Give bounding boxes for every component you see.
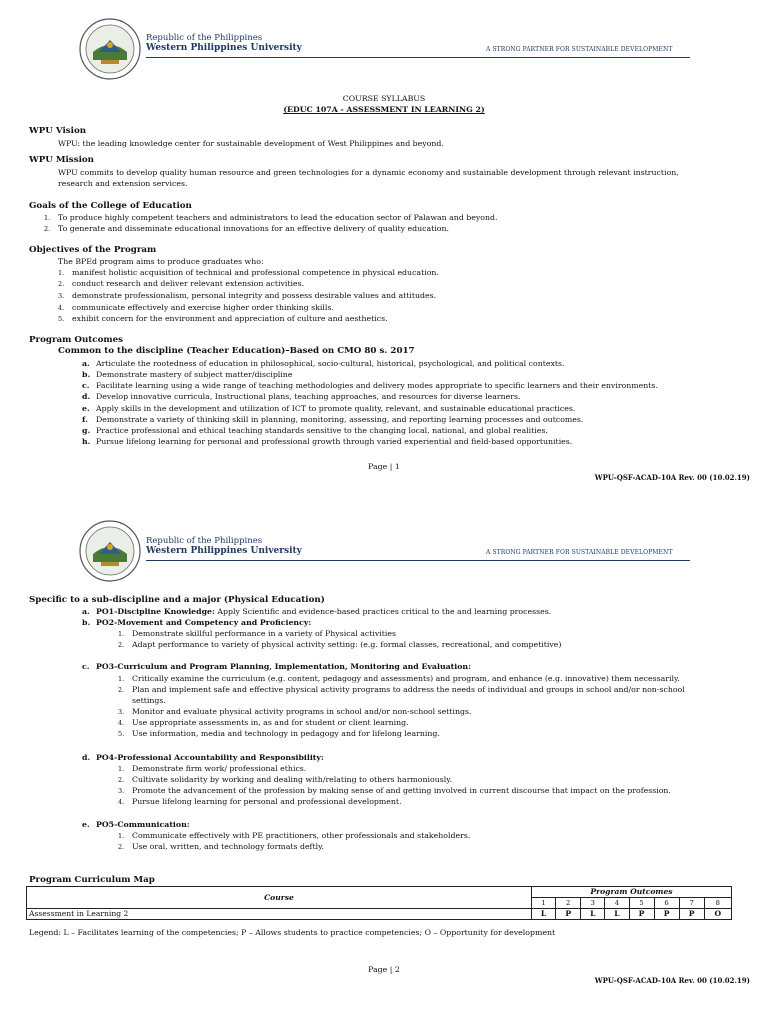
list-item: a. Articulate the rootedness of education in philosophical, socio-cultural, historical, psychological, and political contexts. xyxy=(82,359,565,368)
header-university: Western Philippines University xyxy=(146,43,302,53)
list-item: 2. To generate and disseminate educational innovations for an effective delivery of quality education. xyxy=(44,224,449,233)
goals-heading: Goals of the College of Education xyxy=(29,201,192,211)
outcome-number: 6 xyxy=(654,898,679,909)
list-item: 1. Demonstrate firm work/ professional ethics. xyxy=(118,764,307,773)
common-heading: Common to the discipline (Teacher Education)–Based on CMO 80 s. 2017 xyxy=(58,346,415,356)
mission-text-line2: research and extension services. xyxy=(58,179,188,188)
list-item: e. Apply skills in the development and utilization of ICT to promote quality, relevant, and sustainable educational practices. xyxy=(82,404,576,413)
list-item: 4. Use appropriate assessments in, as and for student or client learning. xyxy=(118,718,409,727)
outcome-value-cell: L xyxy=(581,909,605,920)
header-divider xyxy=(146,57,690,58)
list-item: d. Develop innovative curricula, Instructional plans, teaching approaches, and resources for diverse learners. xyxy=(82,392,521,401)
mission-heading: WPU Mission xyxy=(29,155,94,165)
page-number: Page | 2 xyxy=(368,965,400,974)
curriculum-map-heading: Program Curriculum Map xyxy=(29,875,155,885)
outcomes-header: Program Outcomes xyxy=(532,887,732,898)
outcome-value-cell: L xyxy=(605,909,629,920)
list-item: h. Pursue lifelong learning for personal and professional growth through varied experiential and field-based opportunities. xyxy=(82,437,573,446)
list-item: c. Facilitate learning using a wide range of teaching methodologies and delivery modes appropriate to specific learners and their environments. xyxy=(82,381,658,390)
list-item: f. Demonstrate a variety of thinking skill in planning, monitoring, assessing, and reporting learning processes and outcomes. xyxy=(82,415,584,424)
outcome-number: 2 xyxy=(556,898,581,909)
list-item: 2. Adapt performance to variety of physical activity setting: (e.g. formal classes, recreational, and competitive) xyxy=(118,640,562,649)
outcome-number: 3 xyxy=(581,898,605,909)
university-seal-logo xyxy=(79,520,141,582)
list-item: 1. Critically examine the curriculum (e.g. content, pedagogy and assessments) and program, and enhance (e.g. innovative) them necessarily. xyxy=(118,674,680,683)
list-item: 3. Monitor and evaluate physical activity programs in school and/or non-school settings. xyxy=(118,707,472,716)
list-item: 5. Use information, media and technology in pedagogy and for lifelong learning. xyxy=(118,729,440,738)
list-item: b. Demonstrate mastery of subject matter/discipline xyxy=(82,370,293,379)
table-row xyxy=(27,909,732,920)
header-divider xyxy=(146,560,690,561)
header-republic: Republic of the Philippines xyxy=(146,536,263,546)
page-2 xyxy=(0,500,768,1024)
course-name-cell: Assessment in Learning 2 xyxy=(27,909,532,920)
header-tagline: A STRONG PARTNER FOR SUSTAINABLE DEVELOPMENT xyxy=(486,549,673,556)
list-item: 1. To produce highly competent teachers and administrators to lead the education sector of Palawan and beyond. xyxy=(44,213,498,222)
outcome-number: 8 xyxy=(704,898,731,909)
page-1 xyxy=(0,0,768,500)
university-seal-logo xyxy=(79,18,141,80)
po5-heading: e. PO5-Communication: xyxy=(82,820,190,829)
po1-item: a. PO1-Discipline Knowledge: Apply Scientific and evidence-based practices critical to the and learning processes. xyxy=(82,607,552,616)
vision-heading: WPU Vision xyxy=(29,126,87,136)
list-item: 1. Demonstrate skillful performance in a variety of Physical activities xyxy=(118,629,396,638)
doc-title: COURSE SYLLABUS xyxy=(342,94,426,103)
mission-text-line1: WPU commits to develop quality human resource and green technologies for a dynamic economy and sustainable development through relevant instruction, xyxy=(58,168,679,177)
list-item: 2. conduct research and deliver relevant extension activities. xyxy=(58,279,305,288)
list-item: 2. Cultivate solidarity by working and dealing with/relating to others harmoniously. xyxy=(118,775,453,784)
header-republic: Republic of the Philippines xyxy=(146,33,263,43)
doc-code: WPU-QSF-ACAD-10A Rev. 00 (10.02.19) xyxy=(594,976,750,985)
outcome-value-cell: O xyxy=(704,909,731,920)
legend-text: Legend: L – Facilitates learning of the competencies; P – Allows students to practice competencies; O – Opportunity for development xyxy=(29,928,556,937)
vision-text: WPU: the leading knowledge center for sustainable development of West Philippines and beyond. xyxy=(58,139,444,148)
outcome-value-cell: P xyxy=(556,909,581,920)
doc-subtitle: (EDUC 107A - ASSESSMENT IN LEARNING 2) xyxy=(283,105,485,114)
list-item: 3. demonstrate professionalism, personal integrity and possess desirable values and attitudes. xyxy=(58,291,437,300)
list-item: 2. Plan and implement safe and effective physical activity programs to address the needs of individual and groups in school and/or non-school xyxy=(118,685,685,694)
outcome-value-cell: P xyxy=(629,909,654,920)
po2-heading: b. PO2-Movement and Competency and Proficiency: xyxy=(82,618,312,627)
specific-heading: Specific to a sub-discipline and a major (Physical Education) xyxy=(29,595,325,605)
po3-heading: c. PO3-Curriculum and Program Planning, Implementation, Monitoring and Evaluation: xyxy=(82,662,471,671)
objectives-intro: The BPEd program aims to produce graduates who: xyxy=(58,257,264,266)
header-university: Western Philippines University xyxy=(146,546,302,556)
list-item: 4. communicate effectively and exercise higher order thinking skills. xyxy=(58,303,334,312)
outcome-number: 7 xyxy=(679,898,704,909)
outcomes-heading: Program Outcomes xyxy=(29,335,123,345)
objectives-heading: Objectives of the Program xyxy=(29,245,157,255)
outcome-value-cell: P xyxy=(679,909,704,920)
list-item: 1. manifest holistic acquisition of technical and professional competence in physical education. xyxy=(58,268,439,277)
list-item: 2. Use oral, written, and technology formats deftly. xyxy=(118,842,324,851)
list-item: settings. xyxy=(132,696,166,705)
outcome-number: 4 xyxy=(605,898,629,909)
list-item: 3. Promote the advancement of the profession by making sense of and getting involved in current discourse that impact on the profession. xyxy=(118,786,671,795)
doc-code: WPU-QSF-ACAD-10A Rev. 00 (10.02.19) xyxy=(594,473,750,482)
outcome-number: 5 xyxy=(629,898,654,909)
list-item: g. Practice professional and ethical teaching standards sensitive to the changing local, national, and global realities. xyxy=(82,426,548,435)
outcome-value-cell: L xyxy=(532,909,556,920)
list-item: 4. Pursue lifelong learning for personal and professional development. xyxy=(118,797,402,806)
outcome-value-cell: P xyxy=(654,909,679,920)
outcome-number: 1 xyxy=(532,898,556,909)
page-number: Page | 1 xyxy=(368,462,400,471)
curriculum-map-table xyxy=(26,886,732,920)
course-header: Course xyxy=(27,887,532,909)
list-item: 5. exhibit concern for the environment and appreciation of culture and aesthetics. xyxy=(58,314,388,323)
header-tagline: A STRONG PARTNER FOR SUSTAINABLE DEVELOPMENT xyxy=(486,46,673,53)
po4-heading: d. PO4-Professional Accountability and Responsibility: xyxy=(82,753,324,762)
list-item: 1. Communicate effectively with PE practitioners, other professionals and stakeholders. xyxy=(118,831,471,840)
